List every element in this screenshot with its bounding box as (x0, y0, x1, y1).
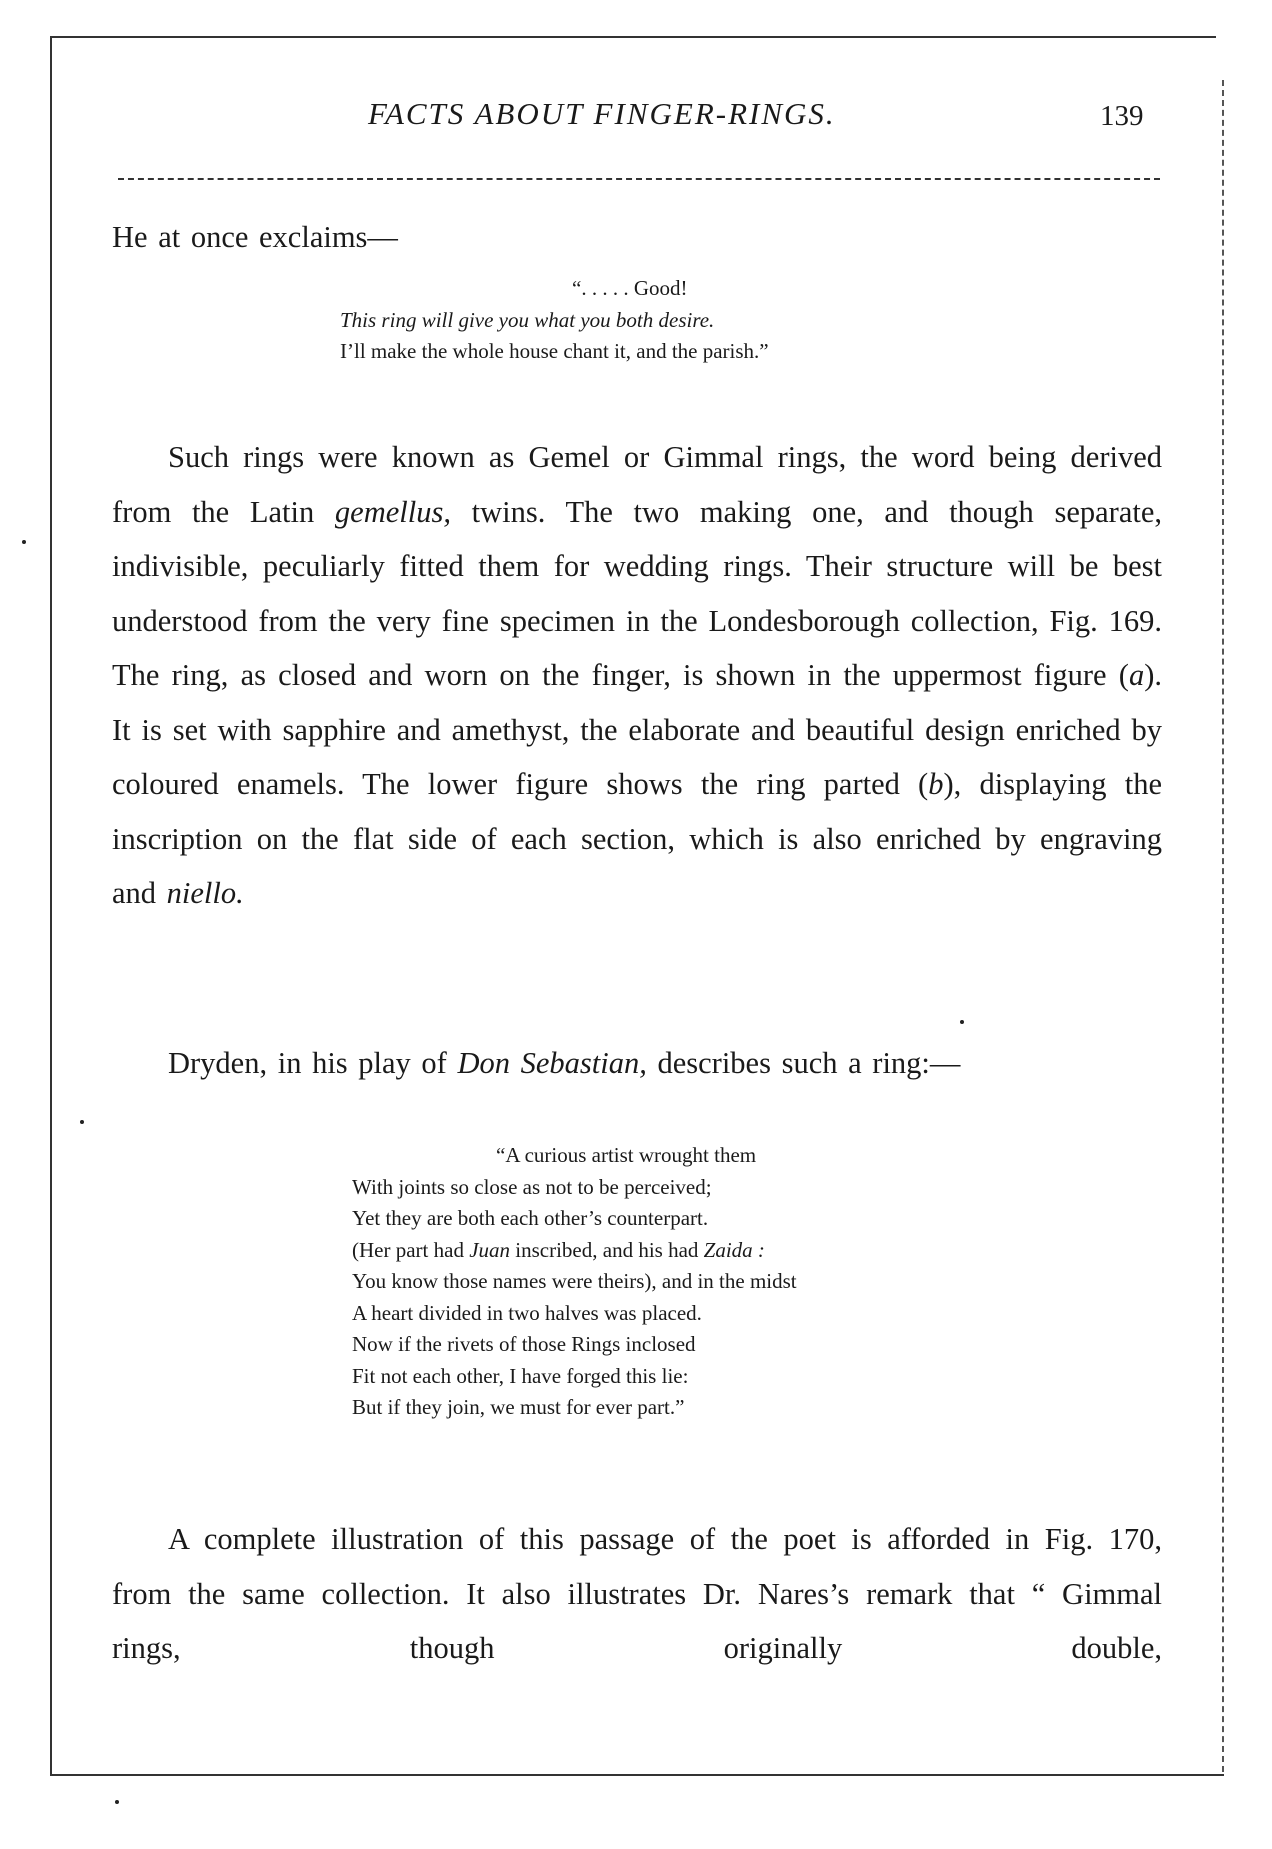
verse-1-line-3: I’ll make the whole house chant it, and the parish.” (340, 339, 769, 363)
para-2-span-1: Dryden, in his play of (168, 1046, 458, 1080)
figure-ref-a: a (1128, 658, 1145, 692)
latin-word: gemellus, (334, 494, 451, 529)
running-title: FACTS ABOUT FINGER-RINGS. (368, 96, 836, 131)
verse-2-line-1: “A curious artist wrought them (496, 1143, 757, 1167)
verse-2-line-2: With joints so close as not to be perceived; (352, 1174, 712, 1199)
verse-2-line-4-b: inscribed, and his had (510, 1237, 704, 1262)
niello-word: niello. (166, 876, 244, 910)
name-juan: Juan (469, 1237, 511, 1262)
verse-2-line-5: You know those names were theirs), and in the midst (352, 1269, 797, 1293)
header-rule (118, 178, 1160, 180)
page-border-bottom (50, 1774, 1224, 1776)
paragraph-1-text (112, 430, 1162, 921)
page-border-left (50, 36, 52, 1776)
page-number: 139 (1100, 100, 1144, 132)
page-border-right (1222, 80, 1224, 1772)
print-speck (115, 1800, 119, 1804)
verse-quote-2 (352, 1140, 797, 1424)
para-1-span-4: ), displaying the inscription on the flat side of each section, which is also enriched by engraving and (112, 767, 1162, 910)
verse-2-line-8: Fit not each other, I have forged this lie: (352, 1363, 689, 1388)
intro-text: He at once exclaims— (112, 220, 398, 254)
play-title: Don Sebastian, (457, 1046, 647, 1080)
verse-2-line-4 (352, 1235, 797, 1267)
running-head (110, 96, 1160, 136)
paragraph-dryden (112, 1036, 1162, 1091)
paragraph-3-text: A complete illustration of this passage of the poet is afforded in Fig. 170, from the same collection. It also illustrates Dr. Nares’s remark that “ Gimmal rings, though originally double, (112, 1522, 1162, 1665)
print-speck (22, 540, 26, 544)
verse-2-line-4-a: (Her part had (352, 1237, 470, 1262)
para-1-span-2: twins. The two making one, and though separate, indivisible, peculiarly fitted them for wedding rings. Their structure will be best understood from the very fine specimen in the Londesborough collection, Fig. 169. The ring, as closed and worn on the finger, is shown in the uppermost figure ( (112, 494, 1162, 692)
para-1-span-3: ). It is set with sapphire and amethyst, the elaborate and beautiful design enriched by coloured enamels. The lower figure shows the ring parted ( (112, 658, 1162, 801)
paragraph-2-text (112, 1036, 1162, 1091)
paragraph-illustration (112, 1512, 1162, 1676)
verse-2-line-7: Now if the rivets of those Rings inclosed (352, 1332, 696, 1356)
para-1-span-1: Such rings were known as Gemel or Gimmal rings, the word being derived from the Latin (112, 440, 1162, 529)
verse-2-line-3: Yet they are both each other’s counterpart. (352, 1206, 709, 1230)
intro-paragraph (112, 210, 1162, 265)
para-2-span-2: describes such a ring:— (646, 1046, 961, 1080)
verse-1-line-2: This ring will give you what you both desire. (340, 307, 715, 332)
print-speck (960, 1020, 964, 1024)
page-border-top (50, 36, 1216, 38)
print-speck (80, 1120, 84, 1124)
paragraph-gimmal-rings (112, 430, 1162, 921)
verse-2-line-9: But if they join, we must for ever part.” (352, 1395, 685, 1419)
verse-2-line-6: A heart divided in two halves was placed. (352, 1300, 702, 1325)
figure-ref-b: b (928, 767, 944, 801)
verse-1-line-1: “. . . . . Good! (572, 276, 688, 300)
name-zaida: Zaida : (703, 1237, 765, 1262)
verse-quote-1 (340, 273, 769, 368)
